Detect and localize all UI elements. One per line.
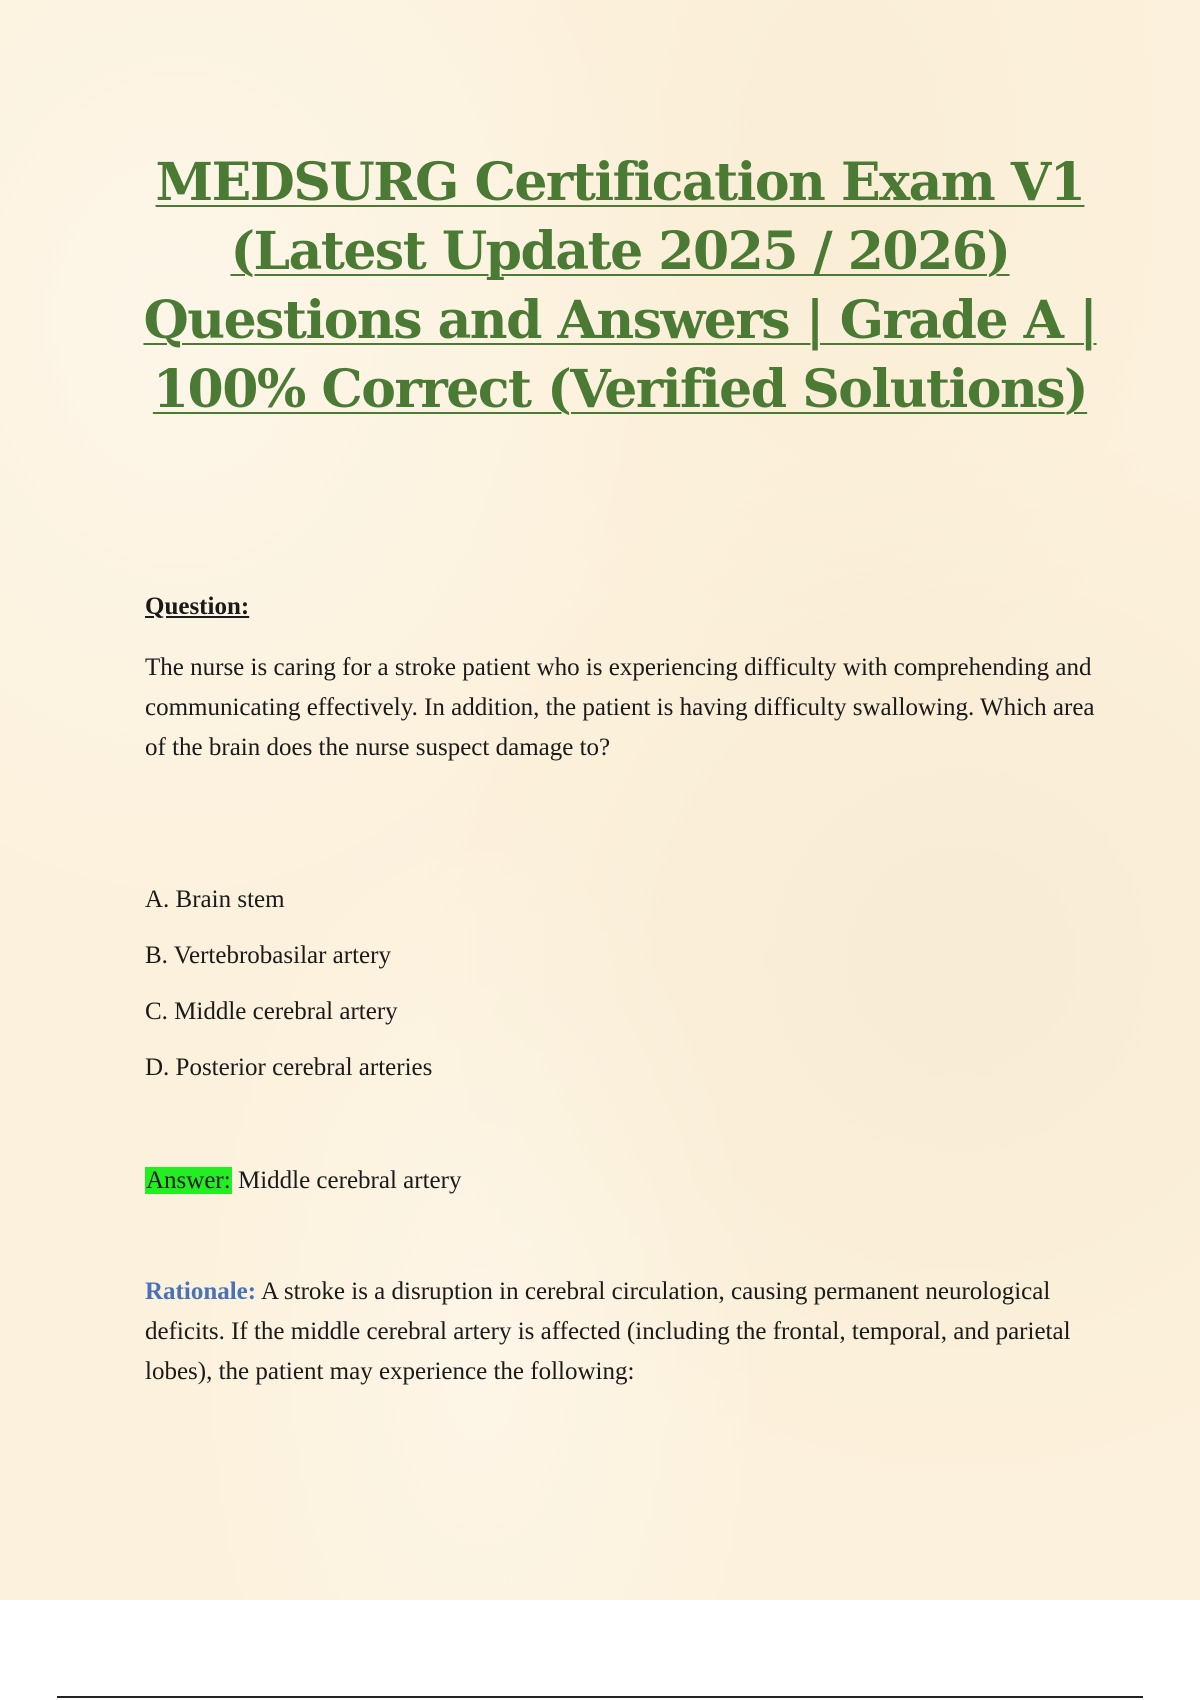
title-line-1-text: MEDSURG Certification Exam V1 [155,152,1085,213]
answer-label: Answer: [146,1167,231,1194]
question-heading: Question: [145,593,250,620]
title-line-2 [130,217,1110,286]
option-a: A. Brain stem [145,886,285,913]
answer-options-list [145,880,432,1104]
title-line-3 [130,286,1110,355]
rationale-label: Rationale: [145,1278,257,1305]
footer-divider [57,1696,1143,1698]
document-title [130,148,1110,424]
answer-text: Middle cerebral artery [237,1167,462,1194]
option-c: C. Middle cerebral artery [145,998,398,1025]
title-line-2-text: (Latest Update 2025 / 2026) [230,221,1010,282]
option-d: D. Posterior cerebral arteries [145,1054,433,1081]
option-b: B. Vertebrobasilar artery [145,942,391,969]
title-line-4 [130,355,1110,424]
title-line-3-text: Questions and Answers | Grade A | [143,290,1097,351]
question-text: The nurse is caring for a stroke patient who is experiencing difficulty with comprehending and communicating effectively. In addition, the patient is having difficulty swallowing. Which area of the brain does the nurse suspect damage to? [145,654,1095,761]
answer-line [145,1161,461,1201]
rationale-paragraph [145,1272,1105,1392]
title-line-4-text: 100% Correct (Verified Solutions) [152,359,1088,420]
rationale-text: A stroke is a disruption in cerebral circulation, causing permanent neurological deficits. If the middle cerebral artery is affected (including the frontal, temporal, and parietal lobes), the patient may experience the following: [145,1278,1071,1385]
title-line-1 [130,148,1110,217]
